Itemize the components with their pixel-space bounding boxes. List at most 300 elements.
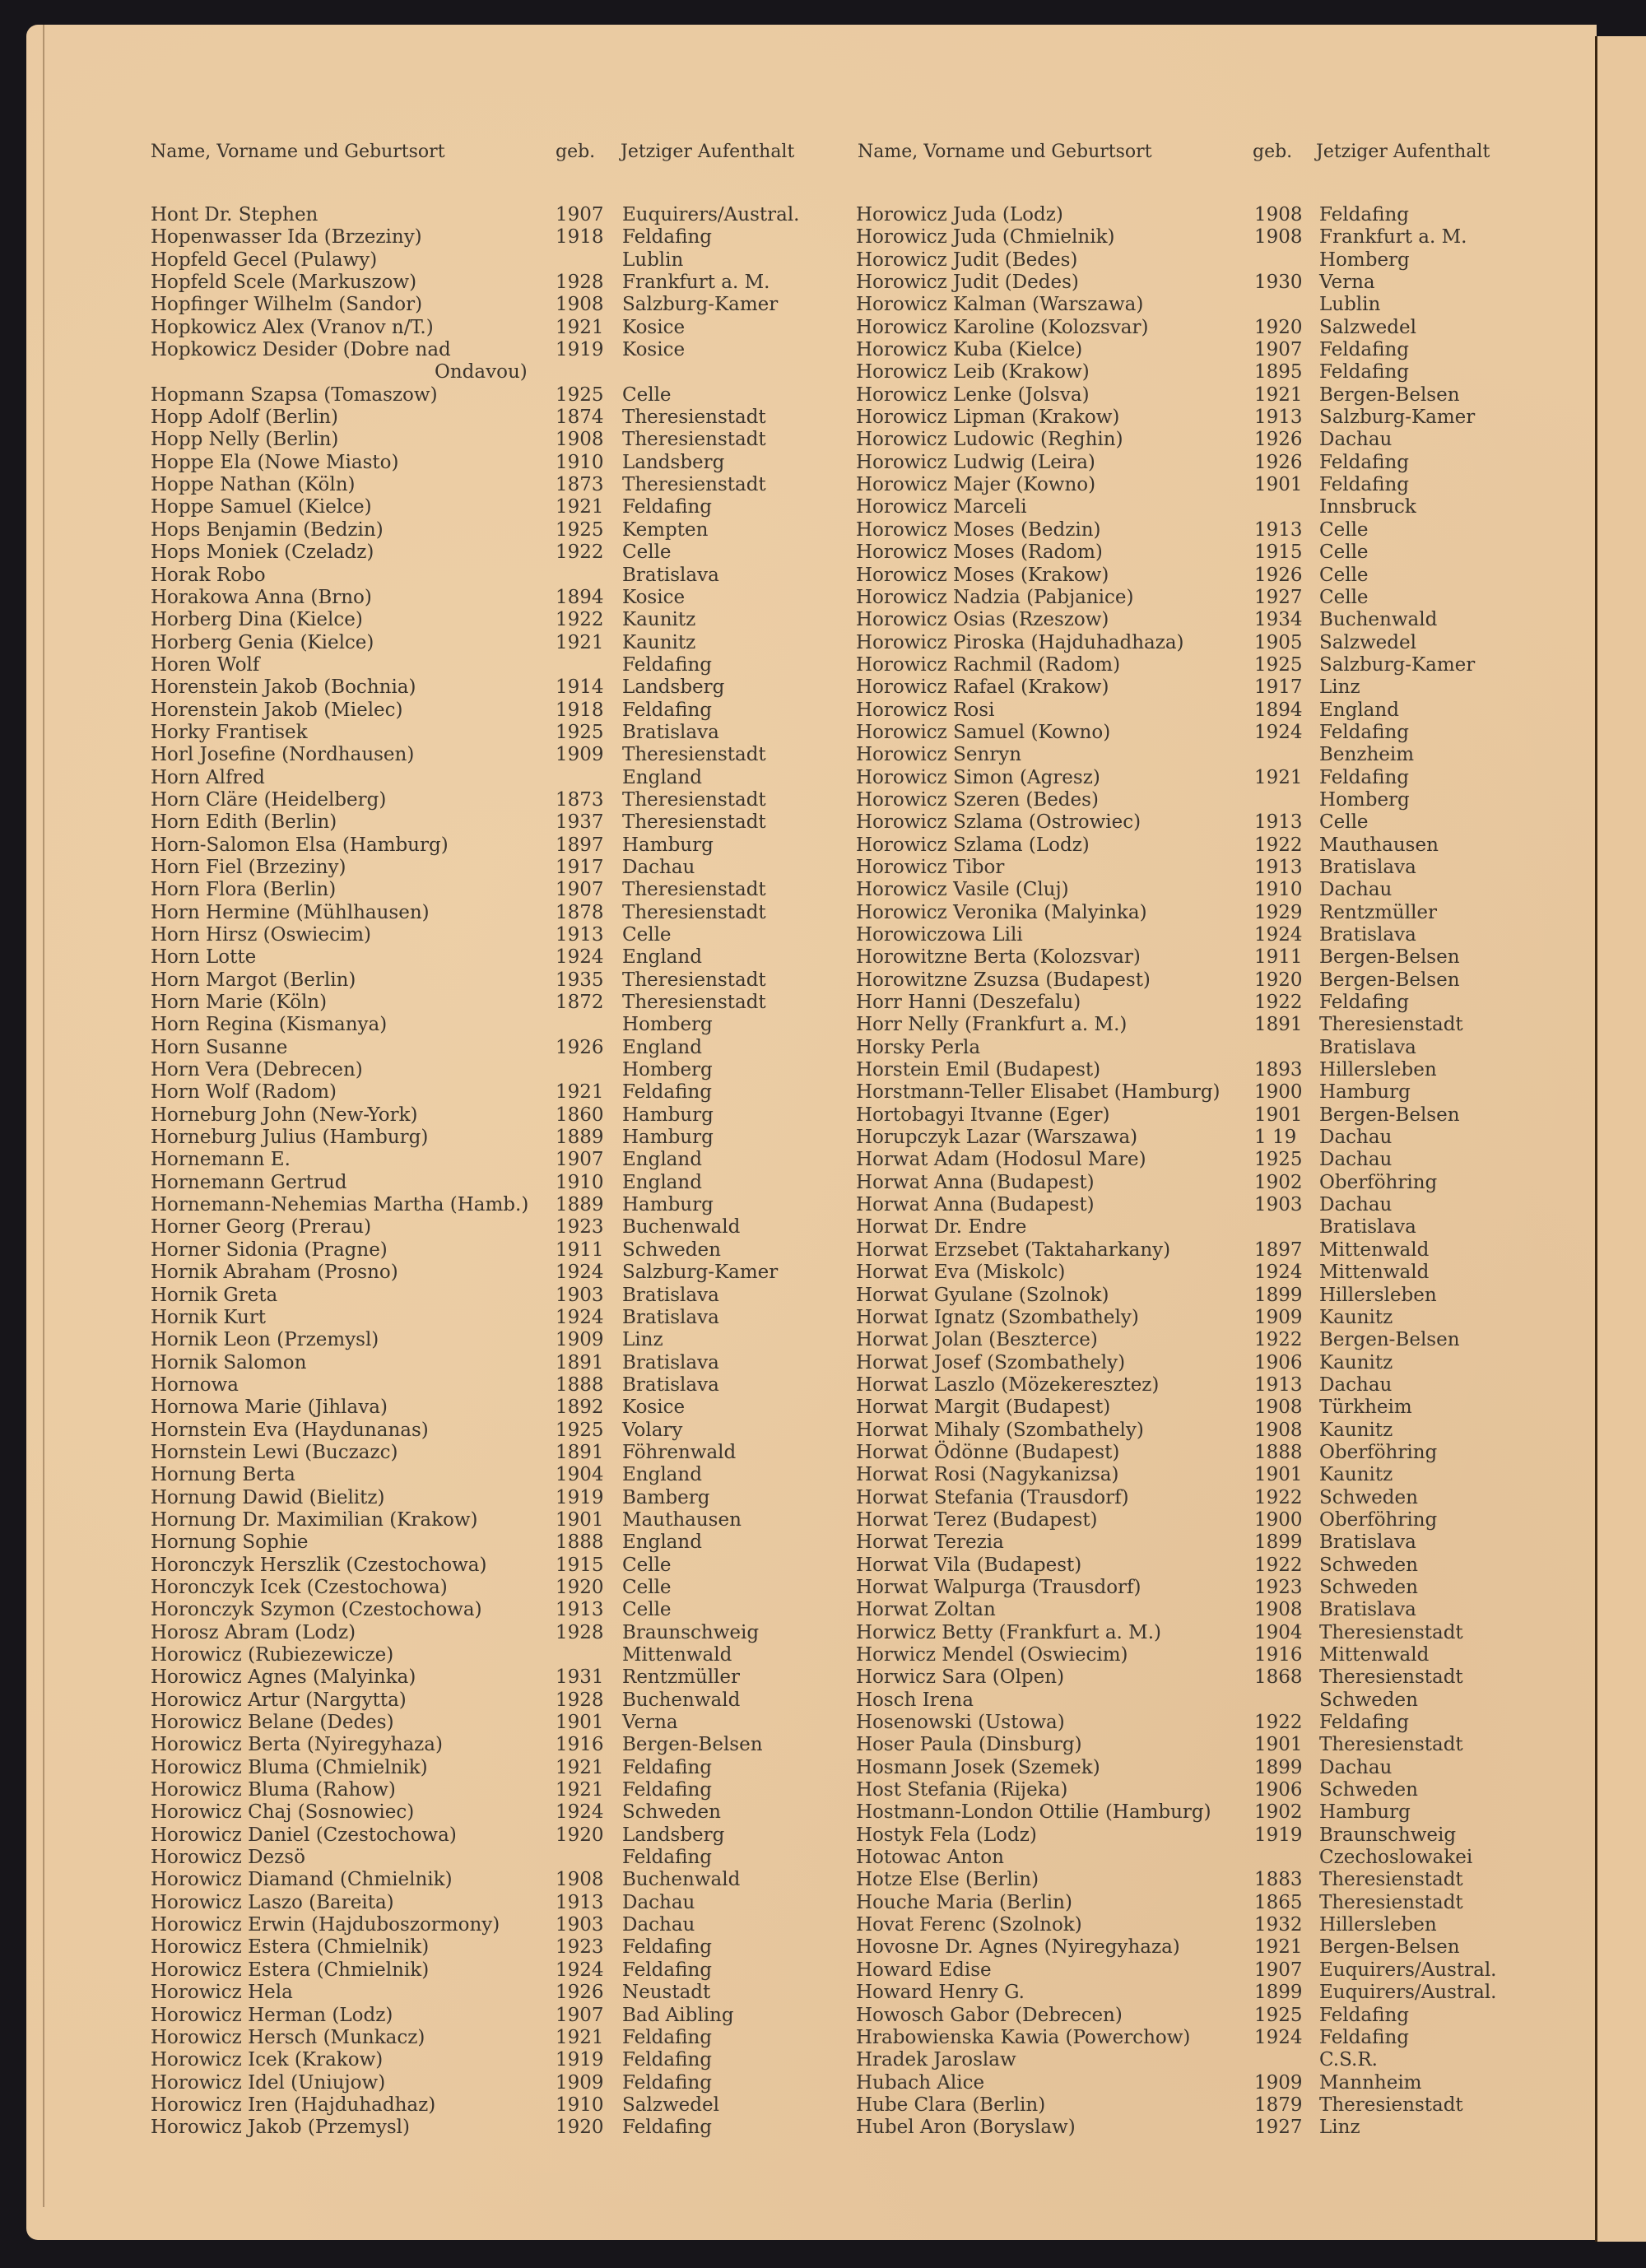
entry-name: Horowicz Samuel (Kowno) bbox=[856, 721, 1111, 743]
entry-year: 1 19 bbox=[1254, 1127, 1297, 1149]
entry-location: Hamburg bbox=[622, 1104, 714, 1126]
entry-row bbox=[856, 1599, 1531, 1621]
entry-name: Hoppe Ela (Nowe Miasto) bbox=[151, 451, 399, 473]
entry-location: Feldafing bbox=[622, 653, 712, 676]
entry-row bbox=[856, 1712, 1531, 1734]
entry-row bbox=[856, 1442, 1531, 1464]
entry-name: Horwat Zoltan bbox=[856, 1599, 996, 1621]
entry-location: England bbox=[622, 1036, 702, 1058]
entry-location: Celle bbox=[622, 1599, 672, 1621]
entry-name: Horneburg Julius (Hamburg) bbox=[151, 1127, 429, 1149]
entry-name: Horowicz Senryn bbox=[856, 744, 1022, 766]
entry-year: 1874 bbox=[556, 407, 604, 429]
entry-name: Horn Regina (Kismanya) bbox=[151, 1014, 388, 1036]
entry-year: 1899 bbox=[1254, 1531, 1303, 1554]
entry-row bbox=[856, 2094, 1531, 2117]
entry-location: Dachau bbox=[1319, 1756, 1393, 1778]
entry-location: Landsberg bbox=[622, 676, 725, 699]
entry-name: Hornik Kurt bbox=[151, 1306, 267, 1328]
entry-name: Horowicz Rafael (Krakow) bbox=[856, 676, 1109, 699]
entry-row bbox=[151, 632, 834, 654]
entry-year: 1891 bbox=[1254, 1014, 1303, 1036]
entry-name: Horowicz Rosi bbox=[856, 699, 995, 721]
entry-location: Kempten bbox=[622, 518, 709, 541]
entry-name: Horn-Salomon Elsa (Hamburg) bbox=[151, 834, 449, 856]
entry-row bbox=[856, 1172, 1531, 1194]
entry-year: 1872 bbox=[556, 992, 604, 1014]
entry-year: 1922 bbox=[556, 609, 604, 631]
entry-name: Hopmann Szapsa (Tomaszow) bbox=[151, 383, 438, 406]
entry-row bbox=[151, 1757, 834, 1779]
entry-row bbox=[856, 1577, 1531, 1599]
entry-name: Horowicz Leib (Krakow) bbox=[856, 361, 1090, 383]
entry-location: Linz bbox=[1319, 676, 1360, 699]
entry-location: Bergen-Belsen bbox=[1319, 946, 1460, 969]
entry-row bbox=[151, 1622, 834, 1644]
entry-row bbox=[856, 654, 1531, 676]
entry-name: Hostmann-London Ottilie (Hamburg) bbox=[856, 1801, 1211, 1824]
entry-name: Horn Margot (Berlin) bbox=[151, 969, 356, 991]
entry-location: Homberg bbox=[622, 1014, 713, 1036]
entry-name: Horwat Vila (Budapest) bbox=[856, 1554, 1082, 1576]
entry-location: Homberg bbox=[1319, 788, 1410, 811]
entry-row bbox=[856, 1555, 1531, 1577]
entry-location: Rentzmüller bbox=[1319, 901, 1438, 923]
entry-year: 1926 bbox=[556, 1036, 604, 1058]
entry-name: Horowicz Hersch (Munkacz) bbox=[151, 2026, 425, 2048]
entry-name: Hopp Adolf (Berlin) bbox=[151, 407, 339, 429]
entry-year: 1932 bbox=[1254, 1914, 1303, 1936]
entry-row bbox=[856, 1622, 1531, 1644]
entry-location: Feldafing bbox=[622, 1936, 712, 1959]
entry-location: Celle bbox=[1319, 518, 1369, 541]
entry-year: 1924 bbox=[1254, 1262, 1303, 1284]
entry-row bbox=[151, 857, 834, 879]
entry-row bbox=[151, 1779, 834, 1801]
entry-row bbox=[856, 1959, 1531, 1982]
entry-location: Hamburg bbox=[1319, 1801, 1411, 1824]
entry-year: 1906 bbox=[1254, 1779, 1303, 1801]
entry-name: Horwat Terez (Budapest) bbox=[856, 1508, 1098, 1531]
entry-row bbox=[856, 1936, 1531, 1959]
entry-name: Hornemann E. bbox=[151, 1149, 291, 1171]
entry-row bbox=[856, 767, 1531, 789]
entry-row bbox=[151, 1487, 834, 1509]
entry-year: 1893 bbox=[1254, 1059, 1303, 1081]
entry-location: Theresienstadt bbox=[622, 992, 766, 1014]
entry-name: Horowicz Kuba (Kielce) bbox=[856, 339, 1083, 361]
entry-location: Mittenwald bbox=[1319, 1262, 1430, 1284]
entry-location: Bratislava bbox=[622, 1284, 719, 1306]
entry-name: Hopfinger Wilhelm (Sandor) bbox=[151, 294, 423, 316]
entry-row bbox=[856, 496, 1531, 518]
entry-year: 1873 bbox=[556, 474, 604, 496]
entry-row bbox=[151, 1081, 834, 1104]
entry-name: Horak Robo bbox=[151, 564, 266, 586]
entry-name: Horstmann-Teller Elisabet (Hamburg) bbox=[856, 1081, 1221, 1104]
entry-name: Horowicz Tibor bbox=[856, 856, 1005, 878]
column-header bbox=[856, 142, 1531, 174]
entry-name: Horowicz Rachmil (Radom) bbox=[856, 653, 1121, 676]
entry-row bbox=[151, 1599, 834, 1621]
entry-row bbox=[151, 1194, 834, 1216]
header-name: Name, Vorname und Geburtsort bbox=[151, 142, 445, 162]
entry-name: Horowicz Herman (Lodz) bbox=[151, 2004, 393, 2026]
entry-name: Horowicz Agnes (Malyinka) bbox=[151, 1666, 416, 1689]
entry-year: 1907 bbox=[556, 1149, 604, 1171]
entry-name: Horowiczowa Lili bbox=[856, 924, 1023, 946]
entry-name: Horwat Anna (Budapest) bbox=[856, 1171, 1095, 1193]
entry-location: Feldafing bbox=[1319, 721, 1409, 743]
entry-name: Horowicz Laszo (Bareita) bbox=[151, 1891, 394, 1913]
entry-location: Braunschweig bbox=[622, 1621, 760, 1643]
entry-location: Feldafing bbox=[622, 2071, 712, 2094]
entry-name: Horowicz Karoline (Kolozsvar) bbox=[856, 316, 1149, 338]
entry-location: Feldafing bbox=[622, 1756, 712, 1778]
entry-name: Horowicz Szlama (Lodz) bbox=[856, 834, 1090, 856]
entry-name: Horberg Dina (Kielce) bbox=[151, 609, 363, 631]
entry-location: Hamburg bbox=[622, 1194, 714, 1216]
entry-location: England bbox=[622, 1171, 702, 1193]
entry-name: Hopkowicz Desider (Dobre nad bbox=[151, 339, 451, 361]
entry-location: Feldafing bbox=[1319, 992, 1409, 1014]
entry-name: Hornung Dawid (Bielitz) bbox=[151, 1486, 385, 1508]
entry-year: 1920 bbox=[1254, 316, 1303, 338]
entry-name: Horwat Ödönne (Budapest) bbox=[856, 1441, 1120, 1463]
entry-name: Horl Josefine (Nordhausen) bbox=[151, 744, 415, 766]
entry-row bbox=[151, 2094, 834, 2117]
entry-year: 1921 bbox=[556, 1756, 604, 1778]
entry-location: Feldafing bbox=[622, 2117, 712, 2139]
entry-location: Bratislava bbox=[1319, 856, 1416, 878]
entry-year: 1907 bbox=[556, 204, 604, 225]
entry-name: Horowicz Jakob (Przemysl) bbox=[151, 2117, 410, 2139]
entry-location: Hillersleben bbox=[1319, 1059, 1437, 1081]
entry-row bbox=[856, 699, 1531, 722]
entry-year: 1908 bbox=[1254, 1419, 1303, 1441]
entry-row bbox=[856, 811, 1531, 834]
entry-name: Horwat Josef (Szombathely) bbox=[856, 1351, 1126, 1373]
header-year: geb. bbox=[556, 142, 596, 162]
entry-location: Hillersleben bbox=[1319, 1914, 1437, 1936]
entry-row bbox=[151, 1734, 834, 1756]
entry-row bbox=[151, 1397, 834, 1419]
entry-location: Mittenwald bbox=[1319, 1644, 1430, 1666]
entry-location: Bad Aibling bbox=[622, 2004, 734, 2026]
entry-name: Horowicz Moses (Krakow) bbox=[856, 564, 1109, 586]
entry-row bbox=[856, 587, 1531, 609]
entry-year: 1894 bbox=[1254, 699, 1303, 721]
entry-year: 1899 bbox=[1254, 1284, 1303, 1306]
entry-year: 1902 bbox=[1254, 1171, 1303, 1193]
entry-name: Horowicz Iren (Hajduhadhaz) bbox=[151, 2094, 436, 2116]
entry-location: Kaunitz bbox=[622, 609, 696, 631]
entry-year: 1924 bbox=[556, 946, 604, 969]
entry-location: Salzwedel bbox=[622, 2094, 719, 2116]
entry-year: 1901 bbox=[556, 1508, 604, 1531]
entry-row bbox=[856, 992, 1531, 1014]
entry-location: Feldafing bbox=[622, 1081, 712, 1104]
entry-year: 1909 bbox=[556, 744, 604, 766]
entry-location: Celle bbox=[1319, 811, 1369, 834]
entry-name: Horowicz Artur (Nargytta) bbox=[151, 1689, 407, 1711]
entry-row bbox=[856, 1487, 1531, 1509]
entry-year: 1901 bbox=[1254, 1464, 1303, 1486]
entry-row bbox=[151, 676, 834, 699]
entry-location: Feldafing bbox=[622, 2049, 712, 2071]
entry-location: Verna bbox=[1319, 272, 1375, 294]
entry-name: Hornik Leon (Przemysl) bbox=[151, 1329, 379, 1351]
entry-location: Bratislava bbox=[622, 1306, 719, 1328]
entry-location: Schweden bbox=[622, 1239, 721, 1261]
entry-name: Horwat Dr. Endre bbox=[856, 1216, 1027, 1239]
entry-location: Mauthausen bbox=[1319, 834, 1439, 856]
entry-row bbox=[151, 1127, 834, 1149]
entry-name: Horwat Gyulane (Szolnok) bbox=[856, 1284, 1109, 1306]
entry-row bbox=[856, 632, 1531, 654]
entry-name: Hopfeld Gecel (Pulawy) bbox=[151, 249, 378, 271]
entry-row bbox=[151, 541, 834, 564]
entry-year: 1924 bbox=[556, 1262, 604, 1284]
entry-name: Horowicz Ludowic (Reghin) bbox=[856, 429, 1123, 451]
entry-year: 1928 bbox=[556, 1689, 604, 1711]
entry-location: Celle bbox=[622, 1554, 672, 1576]
entry-year: 1911 bbox=[556, 1239, 604, 1261]
entry-name: Horowicz Moses (Radom) bbox=[856, 541, 1103, 564]
entry-name: Horn Fiel (Brzeziny) bbox=[151, 856, 346, 878]
entry-location: Theresienstadt bbox=[622, 788, 766, 811]
entry-row bbox=[151, 1936, 834, 1959]
entry-row bbox=[856, 834, 1531, 857]
header-year: geb. bbox=[1253, 142, 1293, 162]
entry-location: Mannheim bbox=[1319, 2071, 1422, 2094]
entry-year: 1899 bbox=[1254, 1756, 1303, 1778]
entry-year: 1921 bbox=[556, 631, 604, 653]
entry-location: Neustadt bbox=[622, 1982, 711, 2004]
entry-location: Feldafing bbox=[622, 2026, 712, 2048]
entry-location: England bbox=[1319, 699, 1399, 721]
entry-row bbox=[151, 1014, 834, 1036]
entry-location: Feldafing bbox=[622, 496, 712, 518]
entry-row bbox=[151, 1104, 834, 1127]
entry-year: 1907 bbox=[1254, 1959, 1303, 1981]
entry-year: 1930 bbox=[1254, 272, 1303, 294]
entry-row bbox=[856, 1127, 1531, 1149]
entry-name: Hornemann-Nehemias Martha (Hamb.) bbox=[151, 1194, 529, 1216]
entry-name: Hornung Dr. Maximilian (Krakow) bbox=[151, 1508, 478, 1531]
entry-year: 1924 bbox=[556, 1801, 604, 1824]
entry-row bbox=[856, 407, 1531, 429]
entry-row bbox=[151, 294, 834, 316]
entry-name: Hornowa bbox=[151, 1373, 239, 1396]
entry-name: Hosch Irena bbox=[856, 1689, 974, 1711]
entry-row bbox=[151, 1644, 834, 1666]
entry-year: 1905 bbox=[1254, 631, 1303, 653]
entry-row bbox=[856, 452, 1531, 474]
entry-location: Theresienstadt bbox=[622, 879, 766, 901]
entry-location: Celle bbox=[622, 1576, 672, 1598]
entry-location: England bbox=[622, 946, 702, 969]
entry-row bbox=[151, 1262, 834, 1284]
entry-year: 1895 bbox=[1254, 361, 1303, 383]
entry-row bbox=[856, 676, 1531, 699]
entry-year: 1889 bbox=[556, 1194, 604, 1216]
entry-name: Horowicz Juda (Chmielnik) bbox=[856, 226, 1115, 249]
entry-name: Horn Marie (Köln) bbox=[151, 992, 328, 1014]
entry-year: 1913 bbox=[1254, 518, 1303, 541]
entry-row bbox=[151, 1959, 834, 1982]
entry-year: 1925 bbox=[556, 1419, 604, 1441]
entry-name: Horowicz Lenke (Jolsva) bbox=[856, 383, 1090, 406]
entry-year: 1916 bbox=[1254, 1644, 1303, 1666]
entry-row bbox=[151, 1666, 834, 1689]
entry-location: Dachau bbox=[622, 1914, 695, 1936]
entry-location: Bratislava bbox=[1319, 1036, 1416, 1058]
entry-location: Bratislava bbox=[622, 1351, 719, 1373]
entry-name: Hube Clara (Berlin) bbox=[856, 2094, 1046, 2116]
entry-location: Schweden bbox=[1319, 1779, 1418, 1801]
entry-row bbox=[856, 272, 1531, 294]
entry-year: 1911 bbox=[1254, 946, 1303, 969]
entry-row bbox=[151, 1329, 834, 1351]
entry-year: 1913 bbox=[556, 924, 604, 946]
entry-row bbox=[151, 992, 834, 1014]
entry-name: Horupczyk Lazar (Warszawa) bbox=[856, 1127, 1138, 1149]
entry-year: 1929 bbox=[1254, 901, 1303, 923]
entry-row bbox=[856, 1104, 1531, 1127]
entry-year: 1921 bbox=[556, 1779, 604, 1801]
entry-location: Czechoslowakei bbox=[1319, 1847, 1473, 1869]
entry-location: Bratislava bbox=[1319, 1599, 1416, 1621]
entry-row bbox=[151, 902, 834, 924]
entry-location: Bergen-Belsen bbox=[622, 1734, 763, 1756]
entry-year: 1913 bbox=[1254, 811, 1303, 834]
entry-name: Hornung Sophie bbox=[151, 1531, 309, 1554]
entry-row bbox=[151, 879, 834, 901]
entry-name: Horowicz Kalman (Warszawa) bbox=[856, 294, 1144, 316]
entry-name: Horwicz Betty (Frankfurt a. M.) bbox=[856, 1621, 1161, 1643]
entry-name: Horowicz Simon (Agresz) bbox=[856, 766, 1100, 788]
entry-name: Hosmann Josek (Szemek) bbox=[856, 1756, 1100, 1778]
entry-row bbox=[856, 1081, 1531, 1104]
entry-row bbox=[856, 1014, 1531, 1036]
entry-location: Kosice bbox=[622, 339, 686, 361]
entry-name: Hornik Greta bbox=[151, 1284, 278, 1306]
entry-year: 1928 bbox=[556, 272, 604, 294]
entry-name: Horwat Margit (Budapest) bbox=[856, 1397, 1111, 1419]
entry-location: Dachau bbox=[1319, 1149, 1393, 1171]
entry-row bbox=[856, 1464, 1531, 1486]
entry-location: Schweden bbox=[622, 1801, 721, 1824]
entry-name: Horowicz Dezsö bbox=[151, 1847, 305, 1869]
entry-row bbox=[856, 1239, 1531, 1262]
entry-location: Landsberg bbox=[622, 1824, 725, 1846]
entry-year: 1891 bbox=[556, 1441, 604, 1463]
entry-year: 1908 bbox=[1254, 204, 1303, 225]
entry-year: 1915 bbox=[1254, 541, 1303, 564]
entry-year: 1907 bbox=[556, 879, 604, 901]
entry-location: Schweden bbox=[1319, 1554, 1418, 1576]
entry-row bbox=[151, 474, 834, 496]
entry-name: Horwat Rosi (Nagykanizsa) bbox=[856, 1464, 1119, 1486]
entry-name: Hotze Else (Berlin) bbox=[856, 1869, 1039, 1891]
entry-year: 1903 bbox=[556, 1284, 604, 1306]
entry-year: 1910 bbox=[556, 1171, 604, 1193]
entry-year: 1922 bbox=[556, 541, 604, 564]
entry-row bbox=[856, 1059, 1531, 1081]
entry-year: 1888 bbox=[556, 1373, 604, 1396]
entry-location: Bratislava bbox=[622, 564, 719, 586]
entry-name: Horn Alfred bbox=[151, 766, 265, 788]
entry-name: Hornung Berta bbox=[151, 1464, 295, 1486]
entry-year: 1860 bbox=[556, 1104, 604, 1126]
entry-name: Horowicz Judit (Dedes) bbox=[856, 272, 1079, 294]
entry-year: 1924 bbox=[1254, 721, 1303, 743]
entry-name: Horstein Emil (Budapest) bbox=[856, 1059, 1101, 1081]
entry-name: Horowicz Osias (Rzeszow) bbox=[856, 609, 1109, 631]
entry-year: 1908 bbox=[1254, 1397, 1303, 1419]
entry-location: Volary bbox=[622, 1419, 683, 1441]
entry-name: Horosz Abram (Lodz) bbox=[151, 1621, 356, 1643]
entry-row bbox=[151, 496, 834, 518]
entry-name: Horr Hanni (Deszefalu) bbox=[856, 992, 1081, 1014]
entry-location: Theresienstadt bbox=[1319, 2094, 1463, 2116]
entry-name: Horwat Mihaly (Szombathely) bbox=[856, 1419, 1144, 1441]
entry-row bbox=[856, 1892, 1531, 1914]
entry-name: Horn Edith (Berlin) bbox=[151, 811, 337, 834]
entry-row bbox=[151, 2117, 834, 2139]
entry-name: Horowicz Belane (Dedes) bbox=[151, 1712, 394, 1734]
entry-name: Horowicz Majer (Kowno) bbox=[856, 474, 1096, 496]
entry-row bbox=[856, 1847, 1531, 1869]
entry-location: Euquirers/Austral. bbox=[1319, 1982, 1497, 2004]
entry-location: Linz bbox=[622, 1329, 663, 1351]
entry-row bbox=[856, 1352, 1531, 1374]
entry-name: Hornik Abraham (Prosno) bbox=[151, 1262, 398, 1284]
entry-name: Horwicz Mendel (Oswiecim) bbox=[856, 1644, 1128, 1666]
entry-year: 1931 bbox=[556, 1666, 604, 1689]
entry-name: Horwat Jolan (Beszterce) bbox=[856, 1329, 1098, 1351]
entry-location: Bratislava bbox=[622, 721, 719, 743]
entry-row bbox=[151, 2027, 834, 2049]
entry-row bbox=[856, 924, 1531, 946]
entry-location: Theresienstadt bbox=[1319, 1666, 1463, 1689]
entry-location: Feldafing bbox=[1319, 339, 1409, 361]
entry-location: Föhrenwald bbox=[622, 1441, 737, 1463]
entry-row bbox=[856, 722, 1531, 744]
entry-row bbox=[856, 1262, 1531, 1284]
entry-row bbox=[151, 384, 834, 407]
entry-name: Hradek Jaroslaw bbox=[856, 2049, 1016, 2071]
entry-name: Hops Benjamin (Bedzin) bbox=[151, 518, 384, 541]
entry-name: Horn Flora (Berlin) bbox=[151, 879, 337, 901]
entry-row bbox=[856, 879, 1531, 901]
entry-year: 1917 bbox=[1254, 676, 1303, 699]
entry-name: Horowicz Szlama (Ostrowiec) bbox=[856, 811, 1142, 834]
entry-location: Feldafing bbox=[622, 1847, 712, 1869]
entry-name: Hoppe Nathan (Köln) bbox=[151, 474, 356, 496]
entry-row bbox=[151, 1037, 834, 1059]
entry-location: Schweden bbox=[1319, 1689, 1418, 1711]
entry-location: England bbox=[622, 1531, 702, 1554]
entry-row bbox=[856, 1644, 1531, 1666]
entry-row bbox=[151, 452, 834, 474]
entry-location: Salzwedel bbox=[1319, 316, 1416, 338]
entry-year: 1902 bbox=[1254, 1801, 1303, 1824]
entry-year: 1923 bbox=[556, 1216, 604, 1239]
entry-row bbox=[856, 1285, 1531, 1307]
entry-name: Horn Vera (Debrecen) bbox=[151, 1059, 363, 1081]
